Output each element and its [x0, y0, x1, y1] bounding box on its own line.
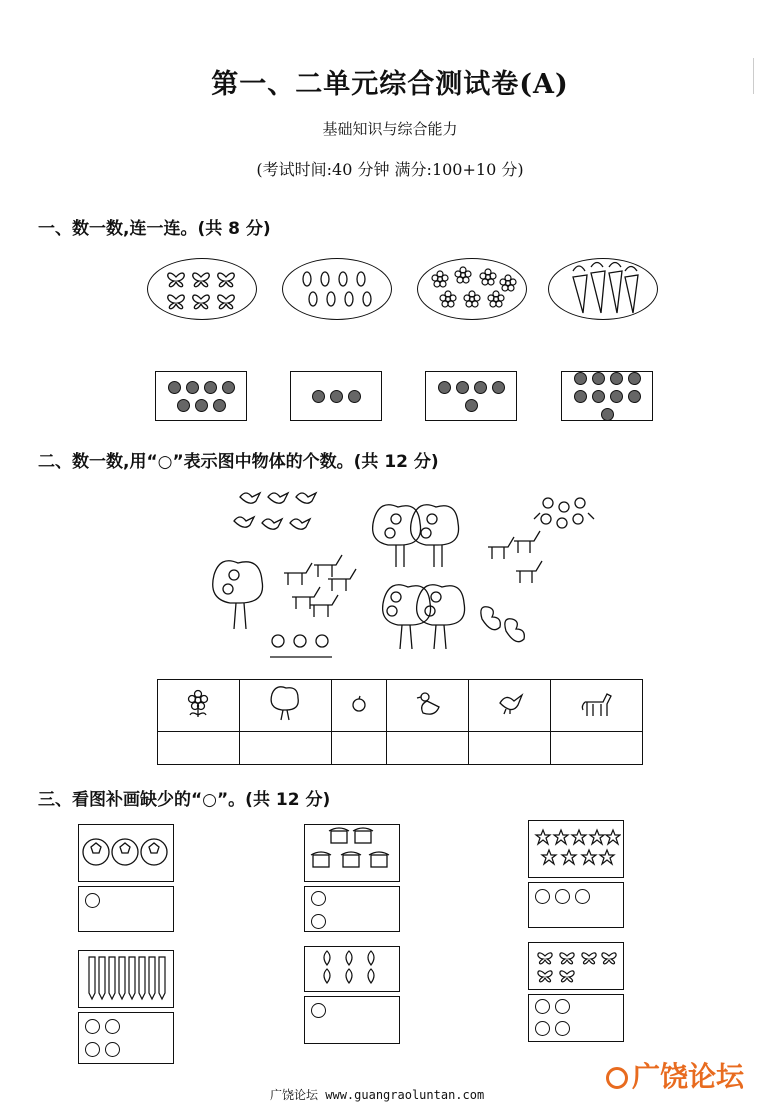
- dot-box-1[interactable]: [155, 371, 247, 421]
- butterfly-icon: [148, 259, 254, 317]
- brand-logo: [606, 1055, 744, 1095]
- footer-url[interactable]: www.guangraoluntan.com: [325, 1088, 485, 1102]
- bird-icon: [234, 493, 316, 529]
- flower-icon: [534, 498, 594, 528]
- answer-box-butterflies[interactable]: [528, 994, 624, 1042]
- answer-cell[interactable]: [469, 732, 551, 765]
- horse-icon: [284, 555, 356, 617]
- horse-icon: [488, 531, 542, 583]
- picture-box-balls: [78, 824, 174, 882]
- oval-footprints: [282, 258, 392, 320]
- answer-box-pencils[interactable]: [78, 1012, 174, 1064]
- brand-text: 广饶论坛: [632, 1060, 745, 1093]
- dot-box-4[interactable]: [561, 371, 653, 421]
- footprint-icon: [283, 259, 389, 317]
- table-cell-apple: [331, 680, 386, 732]
- picture-box-stars: [528, 820, 624, 878]
- answer-cell[interactable]: [387, 732, 469, 765]
- answer-cell[interactable]: [550, 732, 642, 765]
- picture-box-butterflies: [528, 942, 624, 990]
- section-1-heading: 一、数一数,连一连。(共 8 分): [38, 219, 271, 239]
- ball-icon: [79, 825, 171, 879]
- table-cell-horse: [550, 680, 642, 732]
- bird-icon: [494, 689, 524, 719]
- pencil-icon: [79, 951, 171, 1005]
- tree-icon: [268, 686, 302, 722]
- apple-icon: [349, 694, 369, 714]
- footer: [270, 1086, 484, 1103]
- tree-icon: [373, 505, 459, 567]
- answer-cell[interactable]: [331, 732, 386, 765]
- table-cell-tree: [239, 680, 331, 732]
- flower-icon: [418, 259, 524, 317]
- table-cell-duck: [387, 680, 469, 732]
- count-table: [157, 679, 643, 765]
- page-subtitle: 基础知识与综合能力: [322, 120, 458, 138]
- flower-icon: [183, 689, 213, 719]
- section-3-heading: 三、看图补画缺少的“○”。(共 12 分): [38, 790, 331, 810]
- tree-icon: [383, 585, 465, 649]
- peach-icon: [305, 947, 397, 989]
- exam-info: (考试时间:40 分钟 满分:100+10 分): [256, 160, 524, 179]
- flower-icon: [270, 635, 332, 657]
- answer-cell[interactable]: [158, 732, 240, 765]
- horse-icon: [579, 688, 613, 720]
- answer-box-telephones[interactable]: [304, 886, 400, 932]
- brand-icon: [606, 1067, 628, 1089]
- answer-cell[interactable]: [239, 732, 331, 765]
- dot-box-2[interactable]: [290, 371, 382, 421]
- butterfly-icon: [529, 943, 621, 987]
- answer-box-balls[interactable]: [78, 886, 174, 932]
- picture-box-pencils: [78, 950, 174, 1008]
- footer-site-name: 广饶论坛: [270, 1088, 319, 1102]
- dot-box-3[interactable]: [425, 371, 517, 421]
- star-icon: [529, 821, 621, 875]
- telephone-icon: [305, 825, 397, 879]
- carrot-icon: [549, 259, 655, 317]
- page-title: 第一、二单元综合测试卷(A): [211, 69, 569, 100]
- oval-flowers: [417, 258, 527, 320]
- oval-butterflies: [147, 258, 257, 320]
- section-2-heading: 二、数一数,用“○”表示图中物体的个数。(共 12 分): [38, 452, 439, 472]
- duck-icon: [413, 689, 443, 719]
- table-cell-bird: [469, 680, 551, 732]
- tree-icon: [213, 561, 263, 629]
- answer-box-stars[interactable]: [528, 882, 624, 928]
- picture-box-telephones: [304, 824, 400, 882]
- duck-icon: [481, 607, 524, 642]
- oval-carrots: [548, 258, 658, 320]
- counting-scene: [200, 485, 620, 665]
- picture-box-peaches: [304, 946, 400, 992]
- answer-box-peaches[interactable]: [304, 996, 400, 1044]
- table-cell-flower: [158, 680, 240, 732]
